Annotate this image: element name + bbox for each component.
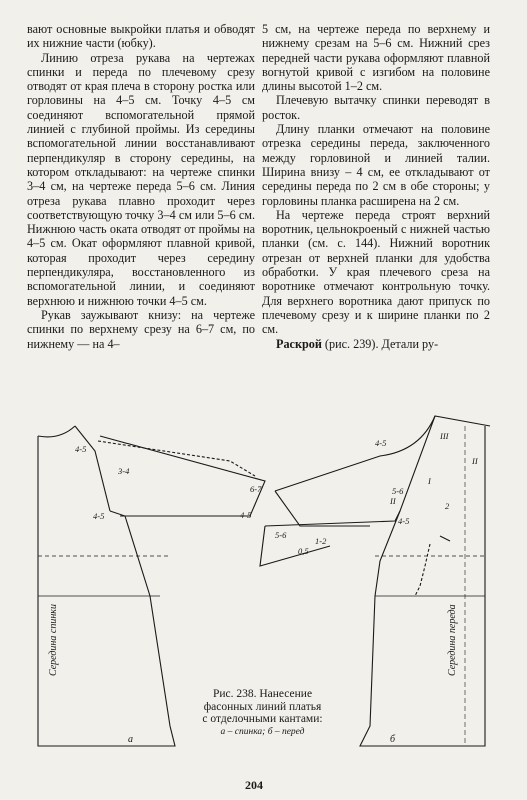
mark-label: 4-5 — [398, 516, 410, 526]
paragraph-last — [262, 337, 490, 351]
label-b: б — [390, 734, 396, 745]
text-column-right — [262, 22, 490, 351]
caption-line: фасонных линий платья — [203, 700, 322, 713]
text-column-left — [27, 22, 255, 351]
mark-label: II — [472, 456, 478, 466]
paragraph: На чертеже переда строят верхний воротник, цельнокроеный с нижней частью планки (см. с. 144). Нижний воротник отрезан от верхней планки для удобства обработки. У края плечевого среза на воротнике отмечают контрольную точку. Для верхнего воротника дают припуск по плечевому срезу и к ширине планки по 2 см. — [262, 207, 490, 337]
mark-label: 4-5 — [93, 511, 105, 521]
paragraph: Плечевую вытачку спинки переводят в росток. — [262, 93, 490, 122]
mark-label: 4-5 — [240, 510, 252, 520]
section-text: (рис. 239). Детали ру- — [321, 336, 439, 351]
mark-label: 4-5 — [375, 438, 387, 448]
back-center-label: Середина спинки — [48, 604, 59, 676]
mark-label: 4-5 — [75, 444, 87, 454]
mark-label: 5-6 — [275, 530, 287, 540]
caption-sub: а – спинка; б – перед — [220, 726, 305, 737]
paragraph: Длину планки отмечают на половине отрезка середины переда, заключенного между горловиной и линией талии. Ширина внизу – 4 см, ее откладывают от середины переда по 2 см в обе стороны; у горловины планка расширена на 2 см. — [262, 122, 490, 208]
mark-label: II — [390, 496, 396, 506]
paragraph: Линию отреза рукава на чертежах спинки и переда по плечевому срезу отводят от края плеча в сторону ростка или горловины на 4–5 см. Точку 4–5 см соединяют вспомогательной прямой линией с глубиной проймы. Из середины вспомогательной линии восстанавливают перпендикуляр в сторону середины, на котором откладывают: на чертеже спинки 3–4 см, на чертеже переда 5–6 см. Линия отреза рукава плавно проходит через соответствующую точку 3–4 см или 5–6 см. Нижнюю часть оката отводят от проймы на 4–5 см. Окат оформляют плавной кривой, которая проходит через середину перпендикуляра, восстановленного из вспомогательной линии, и соединяют верхнюю и нижнюю точки 4–5 см. — [27, 50, 255, 308]
mark-label: I — [428, 476, 431, 486]
mark-label: 3-4 — [118, 466, 130, 476]
mark-label: III — [440, 431, 449, 441]
mark-label: 6-7 — [250, 484, 262, 494]
page-number: 204 — [245, 778, 263, 792]
mark-label: 2 — [445, 501, 450, 511]
paragraph: 5 см, на чертеже переда по верхнему и нижнему срезам на 5–6 см. Нижний срез передней части рукава оформляют плавной вогнутой кривой с изгибом на половине длины высотой 1–2 см. — [262, 22, 490, 94]
label-a: а — [128, 734, 133, 745]
paragraph: вают основные выкройки платья и обводят их нижние части (юбку). — [27, 22, 255, 51]
front-center-label: Середина переда — [447, 604, 458, 676]
caption-line: с отделочными кантами: — [202, 713, 323, 725]
mark-label: 5-6 — [392, 486, 404, 496]
mark-label: 0,5 — [298, 546, 309, 556]
mark-label: 1-2 — [315, 536, 327, 546]
caption-line: Рис. 238. Нанесение — [212, 688, 313, 700]
figure-caption — [180, 688, 345, 738]
paragraph: Рукав заужывают книзу: на чертеже спинки по верхнему срезу на 6–7 см, по нижнему — на 4– — [27, 307, 255, 351]
section-heading: Раскрой — [276, 336, 322, 351]
